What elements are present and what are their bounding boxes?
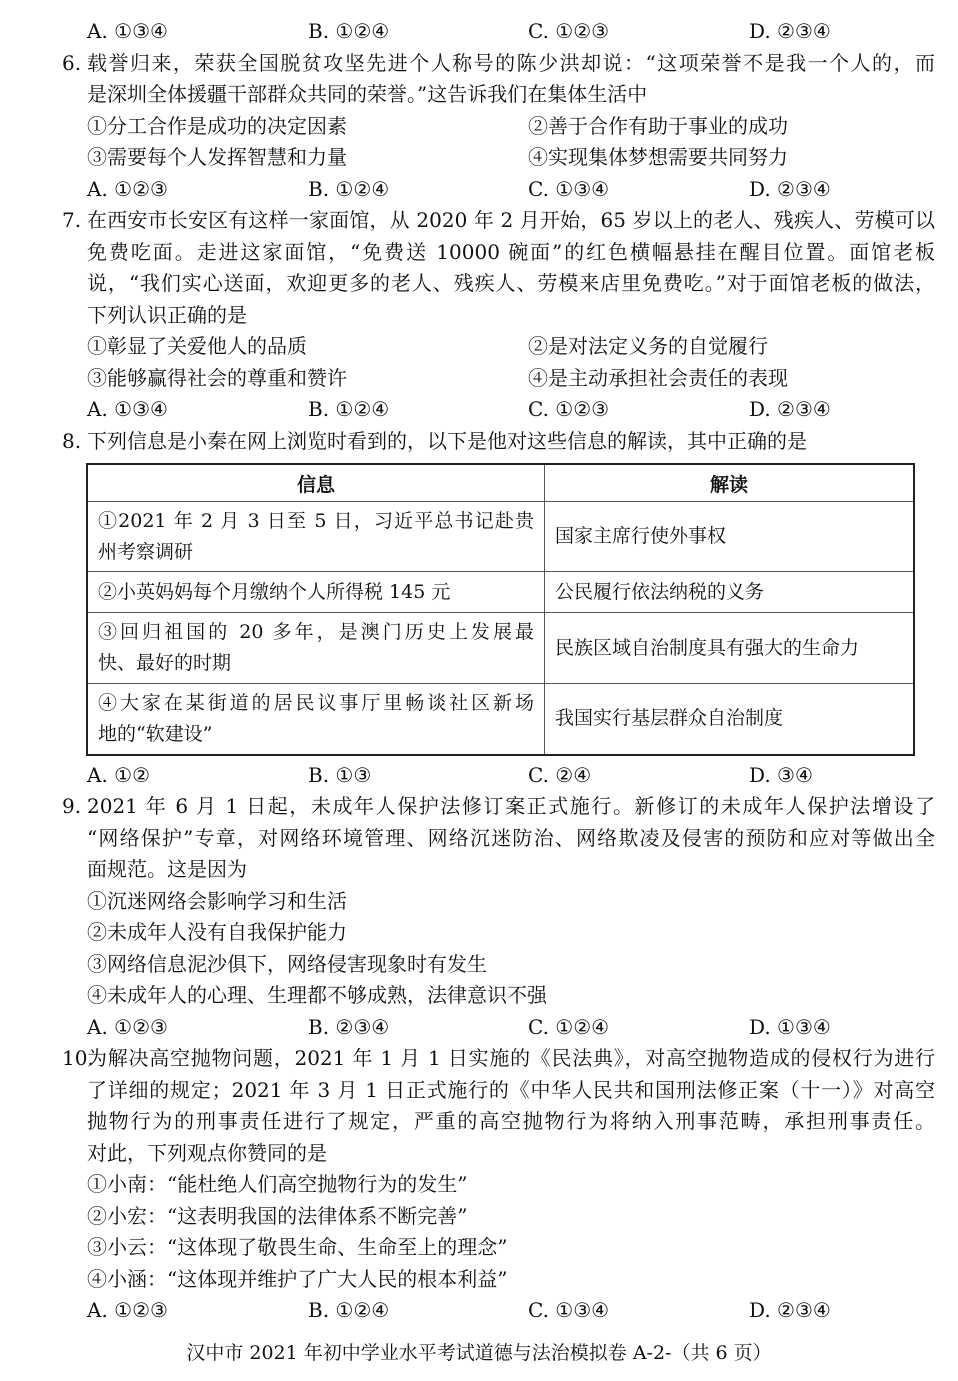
answer-choices xyxy=(0,760,958,792)
option-row xyxy=(0,331,958,363)
table-header: 信息 xyxy=(87,464,545,502)
answer-choices xyxy=(0,16,958,48)
choice-c: C. ①②③ xyxy=(528,19,610,43)
question-stem-line xyxy=(0,854,958,886)
stem-text: 2021 年 6 月 1 日起，未成年人保护法修订案正式施行。新修订的未成年人保护法增设了 xyxy=(87,794,935,818)
question-stem-line xyxy=(0,237,958,269)
question-stem-line xyxy=(0,1138,958,1170)
reading-cell: 国家主席行使外事权 xyxy=(545,502,915,572)
option: ②是对法定义务的自觉履行 xyxy=(528,334,768,358)
option: ③网络信息泥沙俱下，网络侵害现象时有发生 xyxy=(87,951,487,976)
table-row xyxy=(87,613,914,684)
question-number: 10. xyxy=(62,1046,94,1070)
answer-choices xyxy=(0,174,958,206)
stem-text: 下列信息是小秦在网上浏览时看到的，以下是他对这些信息的解读，其中正确的是 xyxy=(87,428,807,453)
choice-d: D. ②③④ xyxy=(749,1298,831,1322)
option-row xyxy=(0,142,958,174)
option: ③需要每个人发挥智慧和力量 xyxy=(87,145,347,169)
choice-b: B. ①②④ xyxy=(308,176,390,201)
option: ①分工合作是成功的决定因素 xyxy=(87,113,347,138)
question-stem-line xyxy=(0,79,958,111)
reading-cell: 民族区域自治制度具有强大的生命力 xyxy=(545,613,915,684)
info-cell xyxy=(87,684,545,755)
option-row xyxy=(0,1169,958,1201)
option: ④是主动承担社会责任的表现 xyxy=(528,365,788,390)
choice-c: C. ①②③ xyxy=(528,397,610,421)
answer-choices xyxy=(0,1295,958,1327)
stem-text: 对此，下列观点你赞同的是 xyxy=(87,1140,327,1165)
info-text: ③回归祖国的 20 多年，是澳门历史上发展最 xyxy=(98,621,534,643)
option: ①沉迷网络会影响学习和生活 xyxy=(87,888,347,913)
answer-choices xyxy=(0,394,958,426)
table-row xyxy=(87,502,914,572)
question-stem-line xyxy=(0,300,958,332)
question-number: 9. xyxy=(62,794,82,818)
choice-c: C. ①③④ xyxy=(528,1298,610,1322)
choice-b: B. ①②④ xyxy=(308,19,390,43)
choice-a: A. ①③④ xyxy=(87,397,168,421)
option-row xyxy=(0,980,958,1012)
option-row xyxy=(0,111,958,143)
option: ④实现集体梦想需要共同努力 xyxy=(528,145,788,169)
stem-text: 载誉归来，荣获全国脱贫攻坚先进个人称号的陈少洪却说：“这项荣誉不是我一个人的，而 xyxy=(87,50,935,75)
reading-cell: 公民履行依法纳税的义务 xyxy=(545,572,915,613)
stem-text: 面规范。这是因为 xyxy=(87,857,247,881)
question-stem-line xyxy=(0,791,958,823)
stem-text: 在西安市长安区有这样一家面馆，从 2020 年 2 月开始，65 岁以上的老人、残疾人、劳模可以 xyxy=(87,208,935,232)
stem-text: 免费吃面。走进这家面馆，“免费送 10000 碗面”的红色横幅悬挂在醒目位置。面馆老板 xyxy=(87,239,935,264)
option-row xyxy=(0,1264,958,1296)
choice-c: C. ①②④ xyxy=(528,1014,610,1039)
choice-d: D. ③④ xyxy=(749,762,813,787)
stem-text: 为解决高空抛物问题，2021 年 1 月 1 日实施的《民法典》，对高空抛物造成的侵权行为进行 xyxy=(87,1046,935,1070)
choice-d: D. ①③④ xyxy=(749,1014,831,1039)
option: ③能够赢得社会的尊重和赞许 xyxy=(87,365,347,390)
question-number: 8. xyxy=(62,428,82,453)
info-text: 地的“软建设” xyxy=(98,722,213,745)
option: ②小宏：“这表明我国的法律体系不断完善” xyxy=(87,1203,468,1228)
option: ①小南：“能杜绝人们高空抛物行为的发生” xyxy=(87,1172,468,1196)
question-stem-line xyxy=(0,268,958,300)
stem-text: 说，“我们实心送面，欢迎更多的老人、残疾人、劳模来店里免费吃。”对于面馆老板的做法， xyxy=(87,271,935,295)
table-row xyxy=(87,684,914,755)
question-stem-line xyxy=(0,1106,958,1138)
question-stem-line xyxy=(0,823,958,855)
info-cell xyxy=(87,502,545,572)
choice-b: B. ①③ xyxy=(308,762,372,787)
option: ②未成年人没有自我保护能力 xyxy=(87,920,347,944)
choice-d: D. ②③④ xyxy=(749,19,831,43)
reading-cell: 我国实行基层群众自治制度 xyxy=(545,684,915,755)
option-row xyxy=(0,363,958,395)
choice-d: D. ②③④ xyxy=(749,397,831,421)
option-row xyxy=(0,949,958,981)
info-table xyxy=(86,463,915,756)
option: ④小涵：“这体现并维护了广大人民的根本利益” xyxy=(87,1266,508,1291)
info-text: 快、最好的时期 xyxy=(98,652,232,674)
option: ③小云：“这体现了敬畏生命、生命至上的理念” xyxy=(87,1235,508,1259)
option: ②善于合作有助于事业的成功 xyxy=(528,113,788,138)
choice-a: A. ①② xyxy=(87,762,151,787)
choice-b: B. ②③④ xyxy=(308,1014,390,1039)
choice-c: C. ①③④ xyxy=(528,176,610,201)
info-cell xyxy=(87,572,545,613)
stem-text: 是深圳全体援疆干部群众共同的荣誉。”这告诉我们在集体生活中 xyxy=(87,82,648,106)
exam-page xyxy=(0,16,958,1327)
info-text: ④大家在某街道的居民议事厅里畅谈社区新场 xyxy=(98,691,534,714)
choice-b: B. ①②④ xyxy=(308,1298,390,1322)
stem-text: “网络保护”专章，对网络环境管理、网络沉迷防治、网络欺凌及侵害的预防和应对等做出全 xyxy=(87,825,935,850)
info-text: ①2021 年 2 月 3 日至 5 日，习近平总书记赴贵 xyxy=(98,509,534,532)
question-stem-line xyxy=(0,426,958,458)
info-text: 州考察调研 xyxy=(98,540,194,563)
question-stem-line xyxy=(0,1075,958,1107)
choice-a: A. ①②③ xyxy=(87,1298,168,1322)
info-cell xyxy=(87,613,545,684)
option-row xyxy=(0,1232,958,1264)
table-row xyxy=(87,572,914,613)
answer-choices xyxy=(0,1012,958,1044)
option-row xyxy=(0,917,958,949)
stem-text: 下列认识正确的是 xyxy=(87,302,247,327)
option-row xyxy=(0,1201,958,1233)
choice-d: D. ②③④ xyxy=(749,176,831,201)
choice-a: A. ①②③ xyxy=(87,176,168,201)
table-header: 解读 xyxy=(545,464,915,502)
choice-a: A. ①②③ xyxy=(87,1014,168,1039)
question-stem-line xyxy=(0,1043,958,1075)
option: ④未成年人的心理、生理都不够成熟，法律意识不强 xyxy=(87,983,547,1007)
page-footer: 汉中市 2021 年初中学业水平考试道德与法治模拟卷 A-2-（共 6 页） xyxy=(186,1342,772,1364)
question-number: 6. xyxy=(62,50,82,75)
option-row xyxy=(0,886,958,918)
choice-a: A. ①③④ xyxy=(87,19,168,43)
question-number: 7. xyxy=(62,208,82,232)
question-stem-line xyxy=(0,48,958,80)
stem-text: 了详细的规定；2021 年 3 月 1 日正式施行的《中华人民共和国刑法修正案（十一）》对高空 xyxy=(87,1077,935,1102)
stem-text: 抛物行为的刑事责任进行了规定，严重的高空抛物行为将纳入刑事范畴，承担刑事责任。 xyxy=(87,1109,935,1133)
choice-c: C. ②④ xyxy=(528,762,592,787)
choice-b: B. ①②④ xyxy=(308,397,390,421)
question-stem-line xyxy=(0,205,958,237)
option: ①彰显了关爱他人的品质 xyxy=(87,334,307,358)
info-text: ②小英妈妈每个月缴纳个人所得税 145 元 xyxy=(98,580,451,603)
